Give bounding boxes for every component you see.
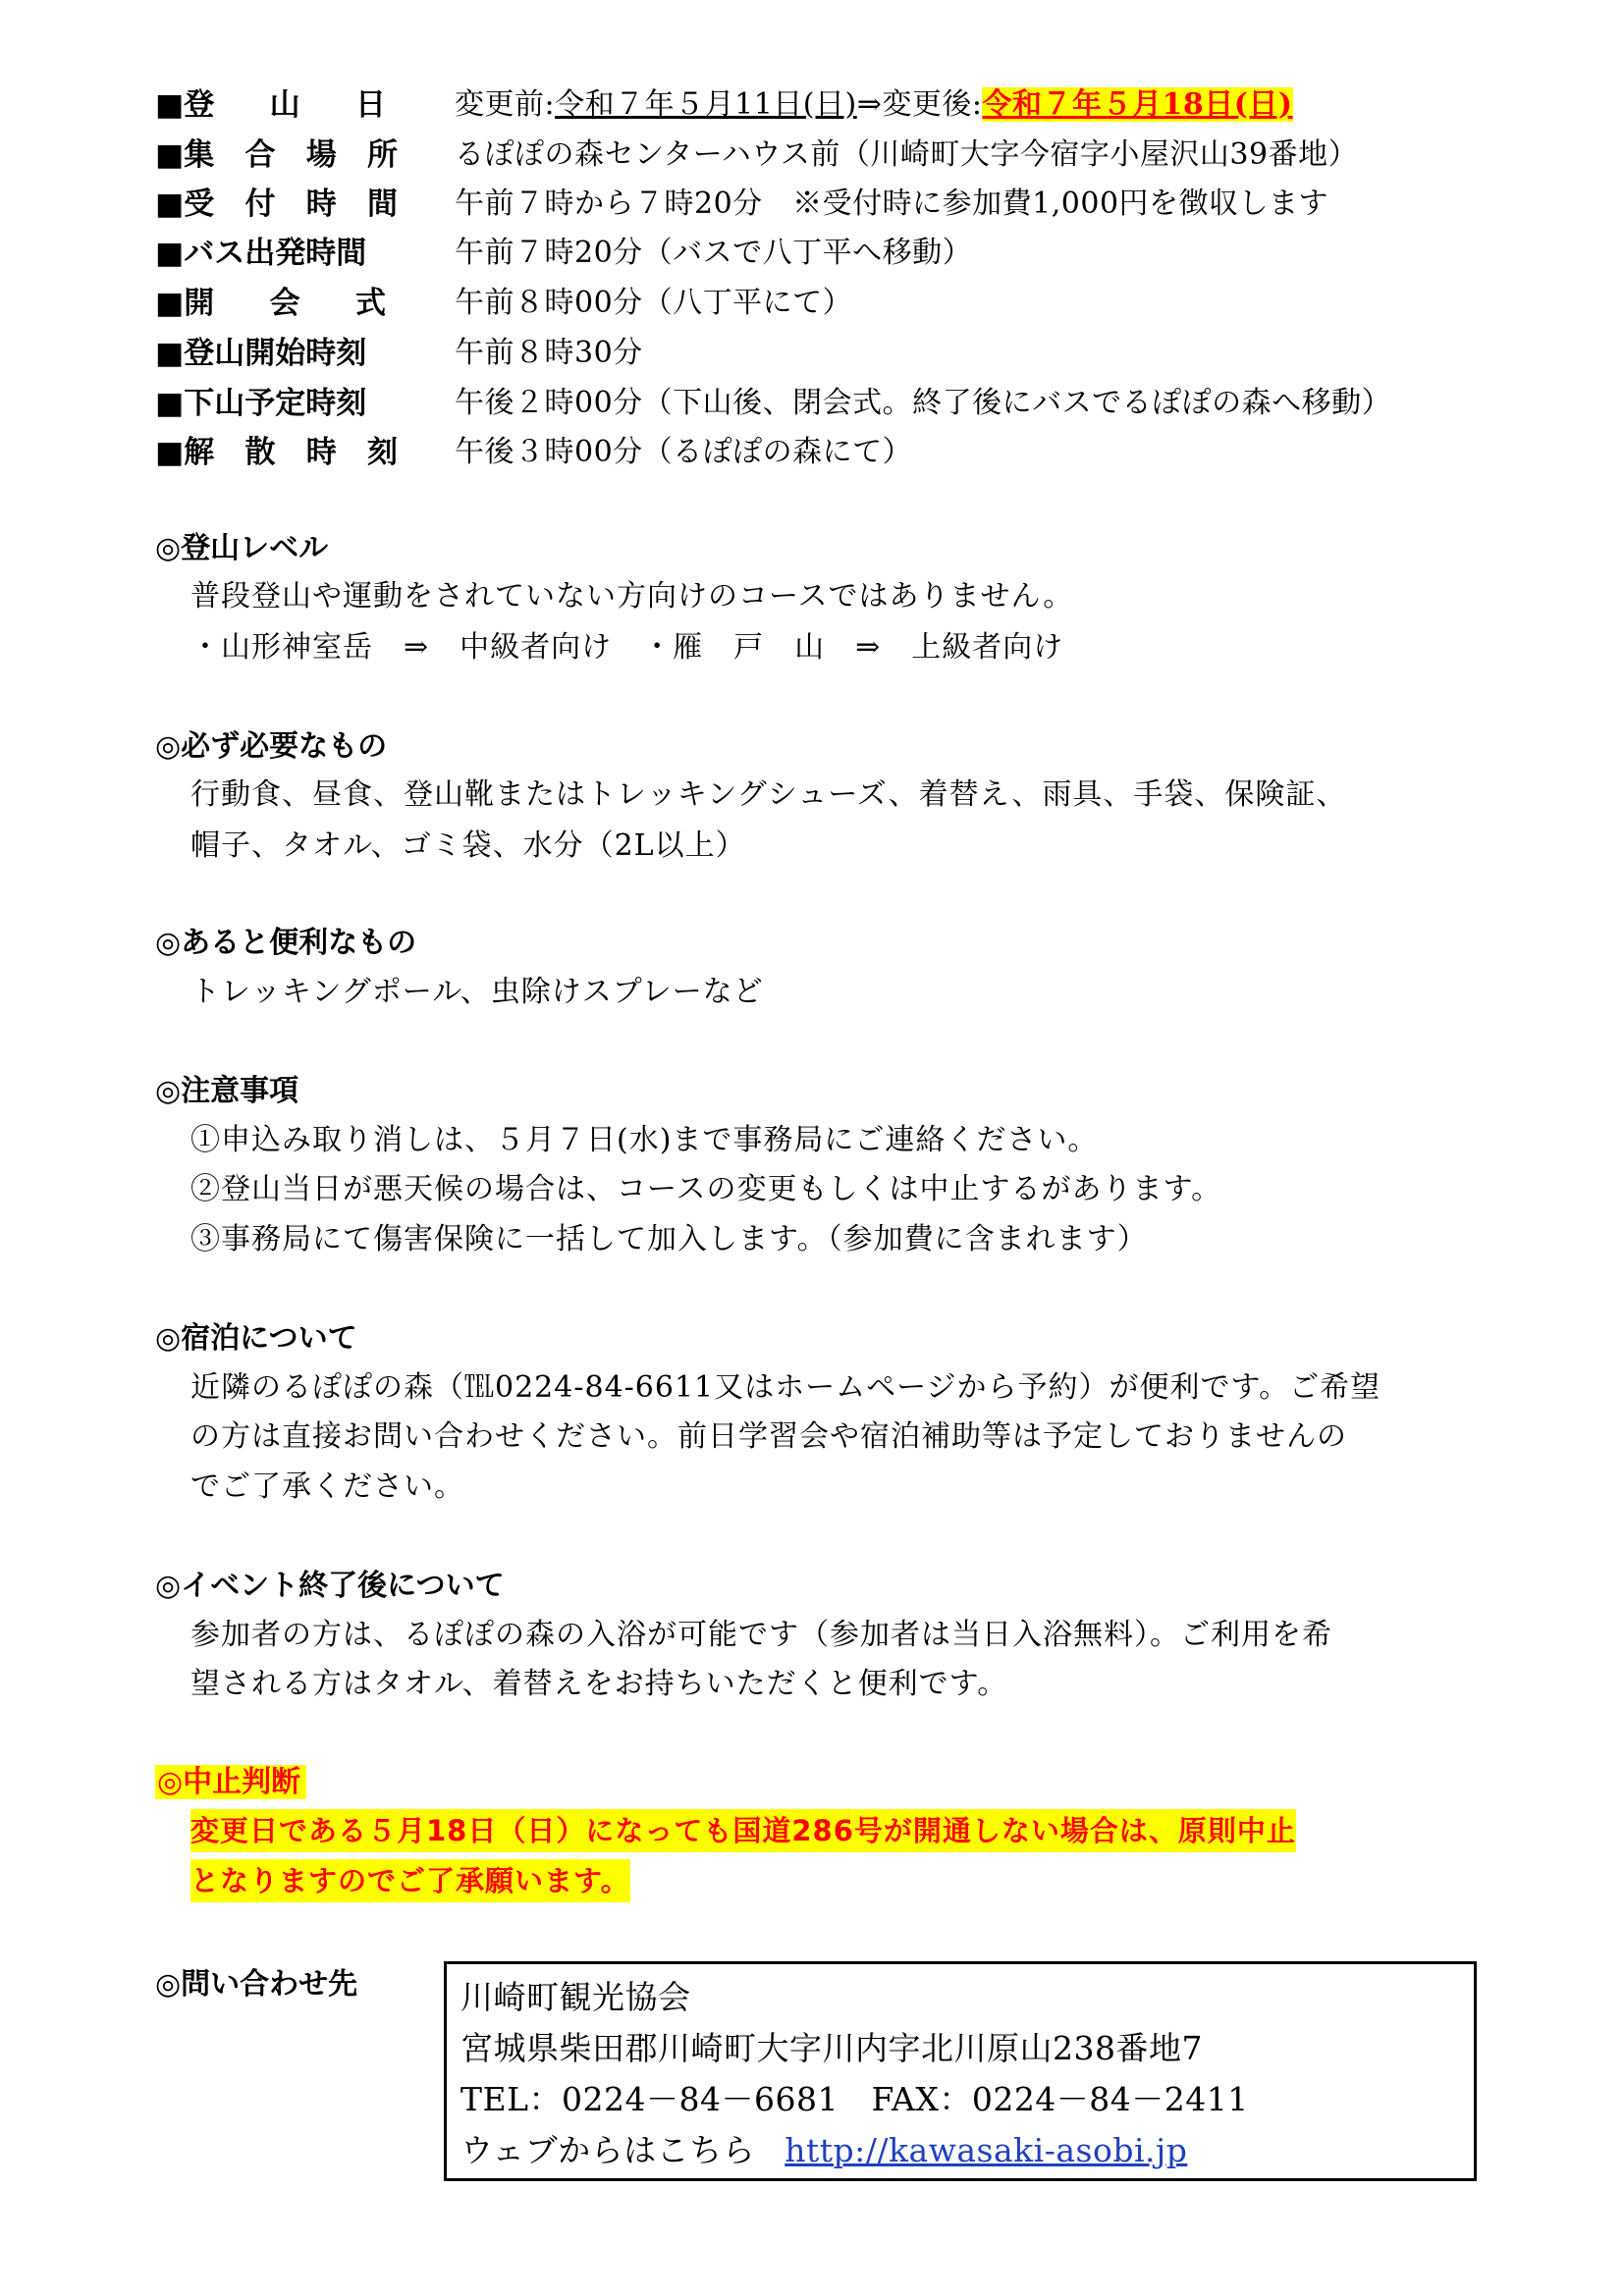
- schedule-row-meeting-place: [155, 129, 1358, 174]
- schedule-row-opening: [155, 277, 852, 322]
- schedule-value: 午前８時00分（八丁平にて）: [455, 286, 853, 320]
- notes-line: ①申込み取り消しは、５月７日(水)まで事務局にご連絡ください。: [190, 1123, 1099, 1157]
- schedule-label: ■開 会 式: [155, 285, 386, 321]
- section-title-useful: ◎あると便利なもの: [155, 926, 417, 960]
- schedule-label: ■登山開始時刻: [155, 335, 367, 371]
- schedule-row-date: [155, 79, 1293, 124]
- schedule-value: 午後２時00分（下山後、閉会式。終了後にバスでるぽぽの森へ移動）: [455, 386, 1392, 420]
- section-title-after-event: ◎イベント終了後について: [155, 1569, 505, 1603]
- contact-box: [444, 1961, 1477, 2181]
- after-event-line: 望される方はタオル、着替えをお持ちいただくと便利です。: [190, 1667, 1008, 1701]
- old-date: 令和７年５月11日(日): [555, 87, 857, 122]
- schedule-row-start: [155, 327, 643, 372]
- schedule-label: ■バス出発時間: [155, 235, 367, 271]
- schedule-label: ■解 散 時 刻: [155, 434, 398, 470]
- cancellation-line: となりますのでご了承願います。: [190, 1859, 630, 1902]
- section-title-required: ◎必ず必要なもの: [155, 729, 388, 764]
- lodging-line: でご了承ください。: [190, 1469, 464, 1504]
- cancellation-line: 変更日である５月18日（日）になっても国道286号が開通しない場合は、原則中止: [190, 1809, 1296, 1852]
- schedule-row-reception: [155, 178, 1328, 223]
- after-event-line: 参加者の方は、るぽぽの森の入浴が可能です（参加者は当日入浴無料）。ご利用を希: [190, 1618, 1332, 1652]
- schedule-row-descent: [155, 377, 1391, 422]
- contact-web: [460, 2125, 1474, 2176]
- contact-tel-fax: TEL：0224－84－6681 FAX：0224－84－2411: [460, 2080, 1249, 2118]
- schedule-label: ■受 付 時 間: [155, 186, 398, 222]
- useful-line: トレッキングポール、虫除けスプレーなど: [190, 975, 764, 1009]
- contact-address: 宮城県柴田郡川崎町大字川内字北川原山238番地7: [460, 2029, 1203, 2067]
- required-line: 帽子、タオル、ゴミ袋、水分（2L以上）: [190, 828, 746, 863]
- notes-line: ②登山当日が悪天候の場合は、コースの変更もしくは中止するがあります。: [190, 1172, 1222, 1206]
- required-line: 行動食、昼食、登山靴またはトレッキングシューズ、着替え、雨具、手袋、保険証、: [190, 777, 1347, 812]
- website-link[interactable]: http://kawasaki-asobi.jp: [785, 2131, 1188, 2169]
- section-title-contact: ◎問い合わせ先: [155, 1967, 358, 2002]
- contact-org: 川崎町観光協会: [460, 1978, 691, 2016]
- new-date: 令和７年５月18日(日): [982, 87, 1293, 122]
- schedule-label: ■登 山 日: [155, 86, 386, 123]
- schedule-value: 午前８時30分: [455, 336, 643, 370]
- section-title-notes: ◎注意事項: [155, 1074, 299, 1108]
- level-line: 普段登山や運動をされていない方向けのコースではありません。: [190, 579, 1074, 614]
- schedule-label: ■集 合 場 所: [155, 136, 398, 173]
- schedule-row-bus: [155, 227, 972, 272]
- cancellation-title: ◎中止判断: [155, 1765, 306, 1799]
- schedule-value: 変更前:令和７年５月11日(日)⇒変更後:令和７年５月18日(日): [455, 87, 1293, 122]
- schedule-value: 午後３時00分（るぽぽの森にて）: [455, 435, 913, 469]
- level-line: ・山形神室岳 ⇒ 中級者向け ・雁 戸 山 ⇒ 上級者向け: [190, 630, 1064, 665]
- lodging-line: 近隣のるぽぽの森（℡0224-84-6611又はホームページから予約）が便利です。ご希望: [190, 1370, 1381, 1405]
- schedule-value: 午前７時から７時20分 ※受付時に参加費1,000円を徴収します: [455, 187, 1329, 221]
- schedule-label: ■下山予定時刻: [155, 385, 367, 421]
- lodging-line: の方は直接お問い合わせください。前日学習会や宿泊補助等は予定しておりませんの: [190, 1419, 1347, 1454]
- web-label: ウェブからはこちら: [460, 2131, 756, 2169]
- schedule-row-dismissal: [155, 426, 912, 471]
- notes-line: ③事務局にて傷害保険に一括して加入します。（参加費に含まれます）: [190, 1222, 1148, 1256]
- schedule-value: るぽぽの森センターハウス前（川崎町大字今宿字小屋沢山39番地）: [455, 137, 1359, 172]
- schedule-value: 午前７時20分（バスで八丁平へ移動）: [455, 236, 973, 270]
- section-title-level: ◎登山レベル: [155, 531, 329, 565]
- section-title-lodging: ◎宿泊について: [155, 1321, 357, 1356]
- section-title-cancellation: [155, 1761, 306, 1804]
